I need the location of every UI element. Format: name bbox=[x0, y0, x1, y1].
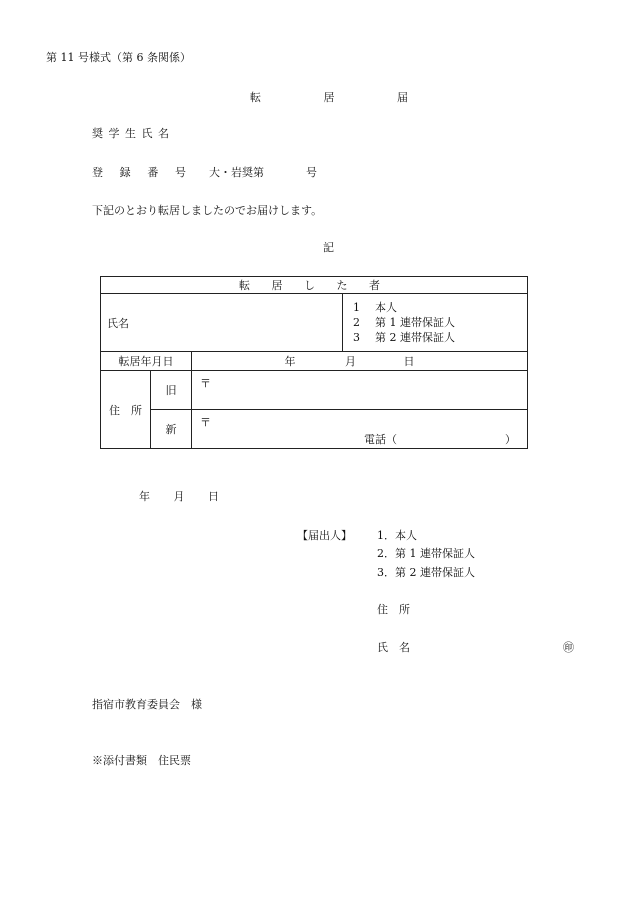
old-address-label: 旧 bbox=[151, 371, 192, 410]
new-address-label: 新 bbox=[151, 410, 192, 449]
seal-mark: ㊞ bbox=[563, 641, 574, 654]
title-char: 届 bbox=[397, 91, 408, 104]
name-label: 氏名 bbox=[101, 294, 343, 352]
registration-prefix: 大・岩奨第 bbox=[209, 166, 264, 179]
relocation-date-label: 転居年月日 bbox=[101, 352, 192, 371]
postal-mark: 〒 bbox=[200, 377, 211, 390]
relocation-date-field[interactable]: 年 月 日 bbox=[192, 352, 528, 371]
new-address-field[interactable] bbox=[192, 410, 528, 449]
old-address-field[interactable] bbox=[192, 371, 528, 410]
relocation-table bbox=[100, 276, 528, 449]
ki-label: 記 bbox=[323, 241, 334, 254]
registration-suffix: 号 bbox=[306, 166, 317, 179]
applicant-label: 【届出人】 bbox=[297, 529, 352, 542]
phone-field[interactable]: 電話（ ） bbox=[364, 433, 516, 446]
title-char: 居 bbox=[323, 91, 335, 104]
attachment-note: ※添付書類 住民票 bbox=[92, 754, 191, 767]
document-title bbox=[250, 91, 408, 105]
table-header: 転 居 し た 者 bbox=[101, 277, 528, 294]
option-item[interactable]: 3 第 2 連帯保証人 bbox=[353, 331, 455, 344]
address-label: 住 所 bbox=[101, 371, 151, 449]
student-name-label: 奨 学 生 氏 名 bbox=[92, 127, 170, 140]
form-number: 第 11 号様式（第 6 条関係） bbox=[46, 51, 191, 64]
postal-mark: 〒 bbox=[200, 416, 211, 429]
registration-number-label: 登 録 番 号 bbox=[92, 166, 186, 179]
addressee: 指宿市教育委員会 様 bbox=[92, 698, 202, 711]
applicant-option[interactable]: 1．本人 bbox=[377, 529, 417, 542]
applicant-name-label: 氏 名 bbox=[377, 641, 410, 654]
title-char: 転 bbox=[250, 91, 261, 104]
intro-text: 下記のとおり転居しましたのでお届けします。 bbox=[92, 204, 323, 217]
applicant-option[interactable]: 3．第 2 連帯保証人 bbox=[377, 566, 475, 579]
applicant-address-label: 住 所 bbox=[377, 603, 410, 616]
submission-date[interactable]: 年 月 日 bbox=[139, 490, 219, 503]
option-item[interactable]: 1 本人 bbox=[353, 301, 397, 314]
applicant-option[interactable]: 2．第 1 連帯保証人 bbox=[377, 547, 475, 560]
option-item[interactable]: 2 第 1 連帯保証人 bbox=[353, 316, 455, 329]
relocated-person-options bbox=[343, 294, 528, 352]
